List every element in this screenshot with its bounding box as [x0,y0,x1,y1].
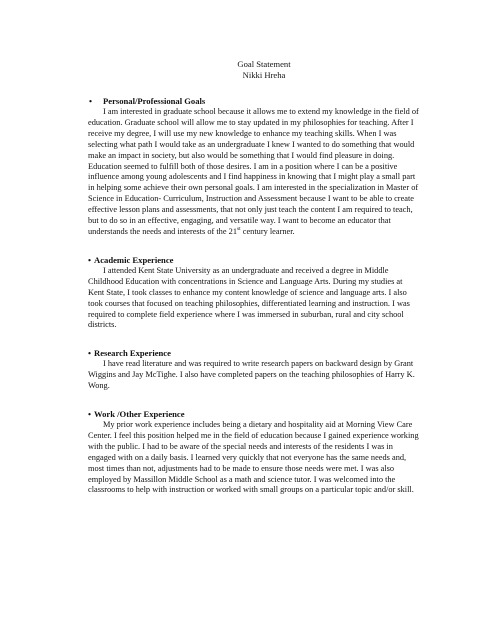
document-author: Nikki Hreha [242,70,286,80]
section-heading-text: Personal/Professional Goals [103,96,206,106]
section-heading [88,409,420,420]
section-body-text: My prior work experience includes being a dietary and hospitality aid at Morning View Care Center. I feel this position helped me in the field of education because I gained experience working with the public. I had to be aware of the special needs and interests of the residents I was in engaged with on a daily basis. I learned very quickly that not everyone has the same needs and, most times than not, adjustments had to be made to ensure those needs were met. I was also employed by Massillon Middle School as a math and science tutor. I was welcomed into the classrooms to help with instruction or worked with small groups on a particular topic and/or skill. [88,420,419,495]
section-heading [88,96,420,107]
section-body-end: century learner. [240,226,295,236]
superscript-st: st [237,226,241,233]
section-heading-text: Research Experience [94,348,171,359]
section-body-text: I have read literature and was required to write research papers on backward design by Grant Wiggins and Jay McTighe. I also have completed papers on the teaching philosophies of Harry K. Wong. [88,359,415,391]
section-body-text: I am interested in graduate school because it allows me to extend my knowledge in the field of education. Graduate school will allow me to stay updated in my philosophies for teaching. After I receive my degree, I will use my new knowledge to enhance my teaching skills. When I was selecting what path I would take as an undergraduate I knew I wanted to do something that would make an impact in society, but also would be something that I would find pleasure in doing. Education seemed to fulfill both of those desires. I am in a position where I can be a positive influence among young adolescents and I find happiness in knowing that I might play a small part in helping some achieve their own personal goals. I am interested in the specialization in Master of Science in Education- Curriculum, Instruction and Assessment because I want to be able to create effective lesson plans and assessments, that not only just teach the content I am required to teach, but to do so in an effective, engaging, and versatile way. I want to become an educator that understands the needs and interests of the 21 [88,107,419,236]
section-heading [88,255,420,266]
section-personal-professional-goals [88,96,420,238]
section-heading [88,348,420,359]
bullet-icon: • [88,348,92,359]
bullet-icon: • [89,96,93,106]
document-title: Goal Statement [237,59,291,69]
bullet-icon: • [88,254,92,265]
section-heading-text: Work /Other Experience [94,409,185,420]
section-body [88,359,420,392]
section-work-other-experience [88,409,420,496]
section-academic-experience [88,255,420,331]
bullet-icon: • [88,409,92,420]
section-body [88,420,420,496]
section-heading-text: Academic Experience [94,254,174,265]
document-page [88,59,420,496]
section-body [88,266,420,331]
section-body-text: I attended Kent State University as an undergraduate and received a degree in Middle Childhood Education with concentrations in Science and Language Arts. During my studies at Kent State, I took classes to enhance my content knowledge of science and language arts. I also took courses that focused on teaching philosophies, differentiated learning and instruction. I was required to complete field experience where I was immersed in suburban, rural and city school districts. [88,265,410,330]
section-research-experience [88,348,420,392]
section-body [88,107,420,238]
